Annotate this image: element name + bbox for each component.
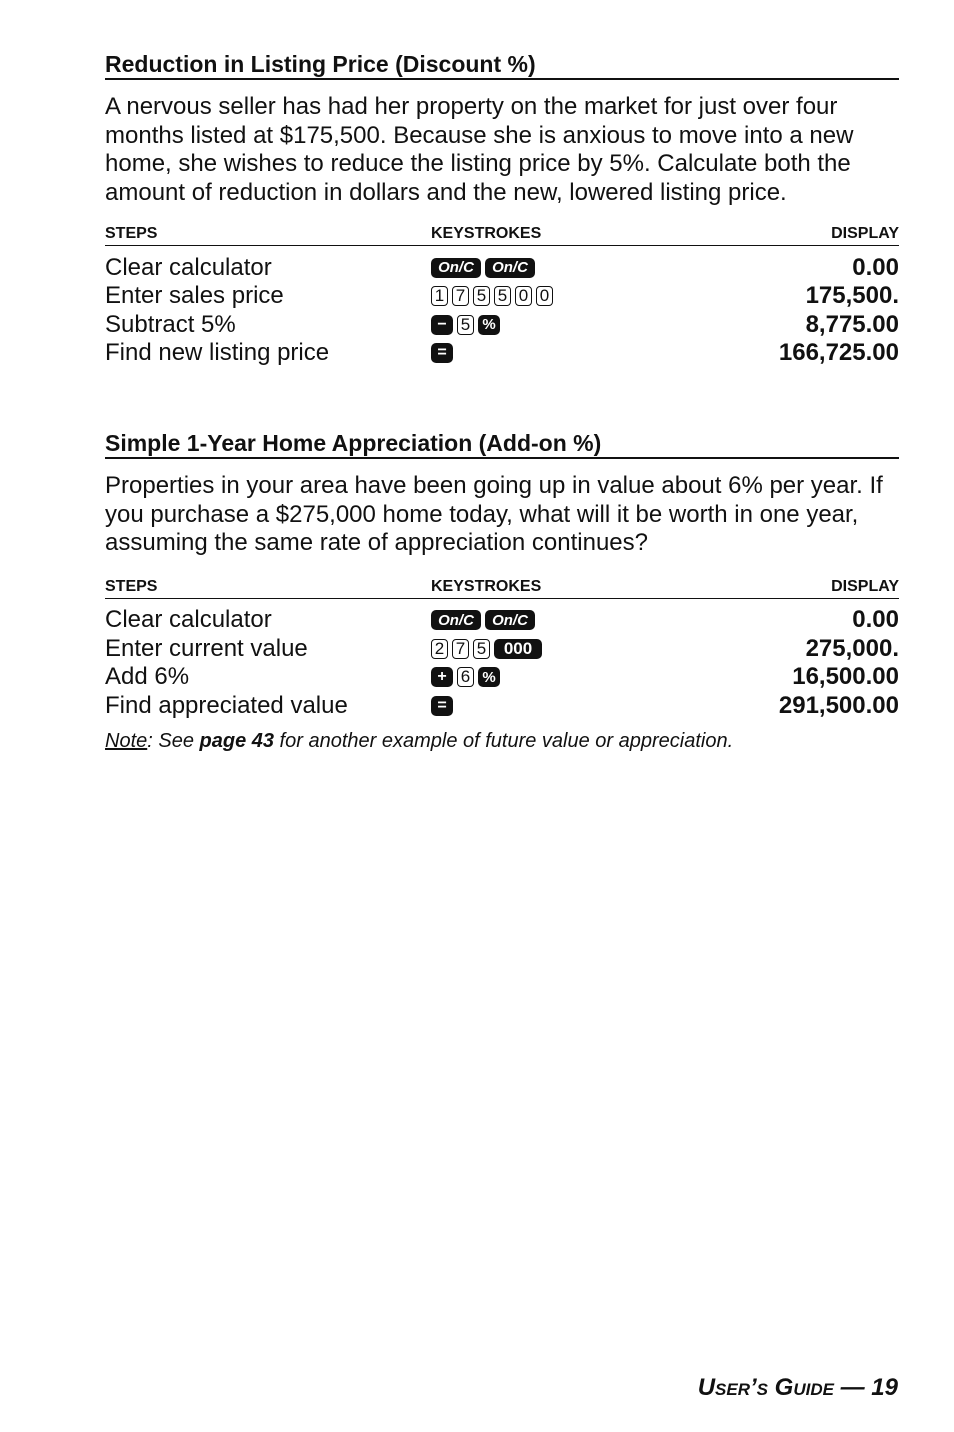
step-label: Add 6%	[105, 663, 190, 691]
percent-key: %	[478, 667, 500, 687]
step-label: Clear calculator	[105, 606, 272, 634]
on-c-key: On/C	[485, 610, 535, 630]
step-label: Find appreciated value	[105, 691, 348, 719]
digit-5-key: 5	[494, 286, 511, 306]
keystrokes	[431, 667, 679, 687]
display-value: 175,500.	[805, 282, 899, 310]
plus-key: +	[431, 667, 453, 687]
step-label: Find new listing price	[105, 339, 330, 367]
step-label: Clear calculator	[105, 253, 272, 281]
keystrokes	[431, 610, 679, 630]
table-row	[105, 663, 899, 692]
on-c-key: On/C	[431, 610, 481, 630]
keystrokes	[431, 696, 679, 716]
digit-5-key: 5	[473, 286, 490, 306]
equals-key: =	[431, 696, 453, 716]
table-row	[105, 606, 899, 635]
minus-key: −	[431, 315, 453, 335]
section-title: Reduction in Listing Price (Discount %)	[105, 50, 899, 80]
equals-key: =	[431, 343, 453, 363]
digit-7-key: 7	[452, 286, 469, 306]
table-row	[105, 282, 899, 311]
step-label: Enter current value	[105, 634, 308, 662]
keystrokes	[431, 286, 679, 306]
table-header	[105, 578, 899, 599]
section-paragraph: A nervous seller has had her property on the market for just over four months listed at $175,500. Because she is anxious to move into a new home, she wishes to reduce the listing price by 5%. Calculate both the amount of reduction in dollars and the new, lowered listing price.	[105, 93, 854, 206]
steps-table	[105, 606, 899, 720]
step-label: Subtract 5%	[105, 310, 236, 338]
digit-5-key: 5	[457, 315, 474, 335]
display-value: 8,775.00	[805, 310, 899, 338]
digit-6-key: 6	[457, 667, 474, 687]
digit-0-key: 0	[515, 286, 532, 306]
table-row	[105, 253, 899, 282]
step-label: Enter sales price	[105, 282, 284, 310]
digit-2-key: 2	[431, 639, 448, 659]
note-suffix: for another example of future value or appreciation.	[274, 730, 734, 753]
display-value: 291,500.00	[778, 691, 899, 719]
display-value: 275,000.	[805, 634, 899, 662]
table-row	[105, 634, 899, 663]
table-row	[105, 339, 899, 368]
display-value: 0.00	[852, 606, 899, 634]
note	[105, 730, 899, 753]
header-keystrokes: KEYSTROKES	[431, 577, 542, 595]
percent-key: %	[478, 315, 500, 335]
note-prefix: : See	[147, 730, 200, 753]
page-footer: User’s Guide — 19	[697, 1374, 898, 1401]
display-value: 0.00	[852, 253, 899, 281]
display-value: 16,500.00	[792, 663, 899, 691]
header-display: DISPLAY	[831, 225, 899, 243]
digit-1-key: 1	[431, 286, 448, 306]
section-appreciation	[105, 429, 899, 753]
keystrokes	[431, 315, 679, 335]
keystrokes	[431, 343, 679, 363]
header-steps: STEPS	[105, 577, 158, 595]
keystrokes	[431, 258, 679, 278]
note-page-ref: page 43	[199, 730, 274, 753]
note-label: Note	[105, 730, 148, 753]
header-keystrokes: KEYSTROKES	[431, 225, 542, 243]
header-display: DISPLAY	[831, 577, 899, 595]
header-steps: STEPS	[105, 225, 158, 243]
keystrokes	[431, 639, 679, 659]
digit-0-key: 0	[536, 286, 553, 306]
on-c-key: On/C	[485, 258, 535, 278]
digit-5-key: 5	[473, 639, 490, 659]
triple-zero-key: 000	[494, 639, 542, 659]
on-c-key: On/C	[431, 258, 481, 278]
display-value: 166,725.00	[778, 339, 899, 367]
section-title: Simple 1-Year Home Appreciation (Add-on %)	[105, 429, 899, 459]
table-header	[105, 225, 899, 246]
section-discount	[105, 50, 899, 368]
table-row	[105, 692, 899, 721]
digit-7-key: 7	[452, 639, 469, 659]
table-row	[105, 311, 899, 340]
section-paragraph: Properties in your area have been going up in value about 6% per year. If you purchase a $275,000 home today, what will it be worth in one year, assuming the same rate of appreciation continues?	[105, 472, 883, 557]
steps-table	[105, 253, 899, 367]
